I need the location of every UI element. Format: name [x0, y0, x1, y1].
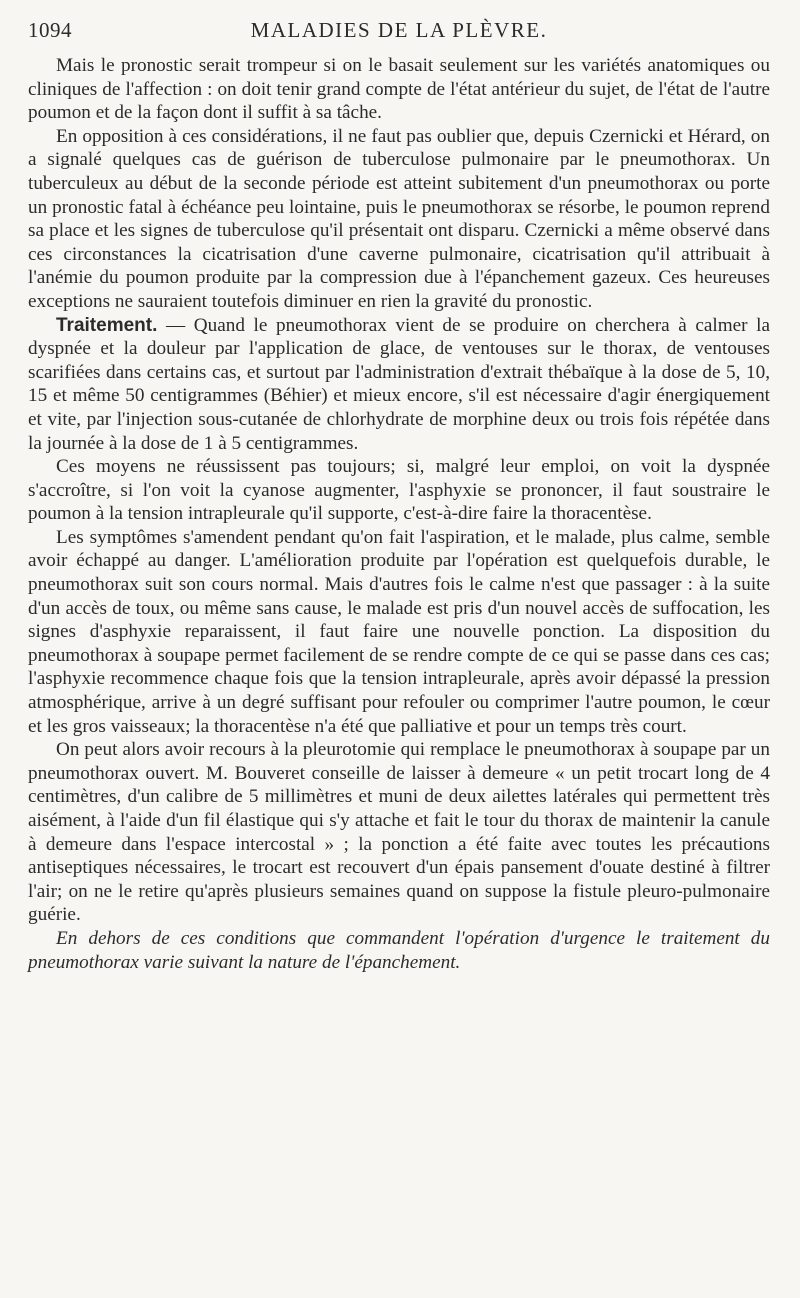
running-head: MALADIES DE LA PLÈVRE.: [250, 18, 548, 42]
paragraph-pleurotomie: On peut alors avoir recours à la pleurotomie qui remplace le pneumothorax à soupape par un pneumothorax ouvert. M. Bouveret conseille de laisser à demeure « un petit trocart long de 4 centimètres, d'un calibre de 5 millimètres et muni de deux ailettes latérales qui permettent très aisément, à l'aide d'un fil élastique qui s'y attache et fait le tour du thorax de maintenir la canule à demeure dans l'espace intercostal » ; la ponction a été faite avec toutes les précautions antiseptiques nécessaires, le trocart est recouvert d'un épais pansement d'ouate destiné à filtrer l'air; on ne le retire qu'après plusieurs semaines quand on suppose la fistule pleuro-pulmonaire guérie.: [28, 739, 770, 926]
traitement-text: — Quand le pneumothorax vient de se produire on cherchera à calmer la dyspnée et la douleur par l'application de glace, de ventouses sur le thorax, de ventouses scarifiées dans certains cas, et surtout par l'administration d'extrait thébaïque à la dose de 5, 10, 15 et même 50 centigrammes (Béhier) et mieux encore, s'il est nécessaire d'agir énergiquement et vite, par l'injection sous-cutanée de chlorhydrate de morphine deux ou trois fois répétée dans la journée à la dose de 1 à 5 centigrammes.: [28, 314, 770, 454]
paragraph-prognosis: Mais le pronostic serait trompeur si on le basait seulement sur les variétés anatomiques ou cliniques de l'affection : on doit tenir grand compte de l'état antérieur du sujet, de l'état de l'autre poumon et de la façon dont il suffit à sa tâche.: [28, 55, 770, 124]
page-header: [28, 14, 770, 48]
paragraph-opposition: En opposition à ces considérations, il ne faut pas oublier que, depuis Czernicki et Hérard, on a signalé quelques cas de guérison de tuberculose pulmonaire par le pneumothorax. Un tuberculeux au début de la seconde période est atteint subitement d'un pneumothorax ou porte un pronostic fatal à échéance peu lointaine, puis le pneumothorax se résorbe, le poumon reprend sa place et les signes de tuberculose qu'il présentait ont disparu. Czernicki a même observé dans ces circonstances la cicatrisation d'une caverne pulmonaire, cicatrisation qu'il attribuait à l'anémie du poumon produite par la compression due à l'épanchement gazeux. Ces heureuses exceptions ne sauraient toutefois diminuer en rien la gravité du pronostic.: [28, 125, 770, 312]
page-number: 1094: [28, 18, 72, 42]
paragraph-traitement: [28, 314, 770, 456]
paragraph-closing-italic: En dehors de ces conditions que commandent l'opération d'urgence le traitement du pneumothorax varie suivant la nature de l'épanchement.: [28, 927, 770, 973]
section-heading-traitement: Traitement.: [56, 314, 158, 336]
document-body: [28, 54, 770, 974]
paragraph-moyens: Ces moyens ne réussissent pas toujours; si, malgré leur emploi, on voit la dyspnée s'accroître, si l'on voit la cyanose augmenter, l'asphyxie se prononcer, il faut soustraire le poumon à la tension intrapleurale qu'il supporte, c'est-à-dire faire la thoracentèse.: [28, 456, 770, 525]
paragraph-symptomes: Les symptômes s'amendent pendant qu'on fait l'aspiration, et le malade, plus calme, semble avoir échappé au danger. L'amélioration produite par l'opération est quelquefois durable, le pneumothorax suit son cours normal. Mais d'autres fois le calme n'est que passager : à la suite d'un accès de toux, ou même sans cause, le malade est pris d'un nouvel accès de suffocation, les signes d'asphyxie reparaissent, il faut faire une nouvelle ponction. La disposition du pneumothorax à soupape permet facilement de se rendre compte de ce qui se passe dans ces cas; l'asphyxie recommence chaque fois que la tension intrapleurale, après avoir dépassé la pression atmosphérique, arrive à un degré suffisant pour refouler ou comprimer l'autre poumon, le cœur et les gros vaisseaux; la thoracentèse n'a été que palliative et pour un temps très court.: [28, 526, 770, 737]
